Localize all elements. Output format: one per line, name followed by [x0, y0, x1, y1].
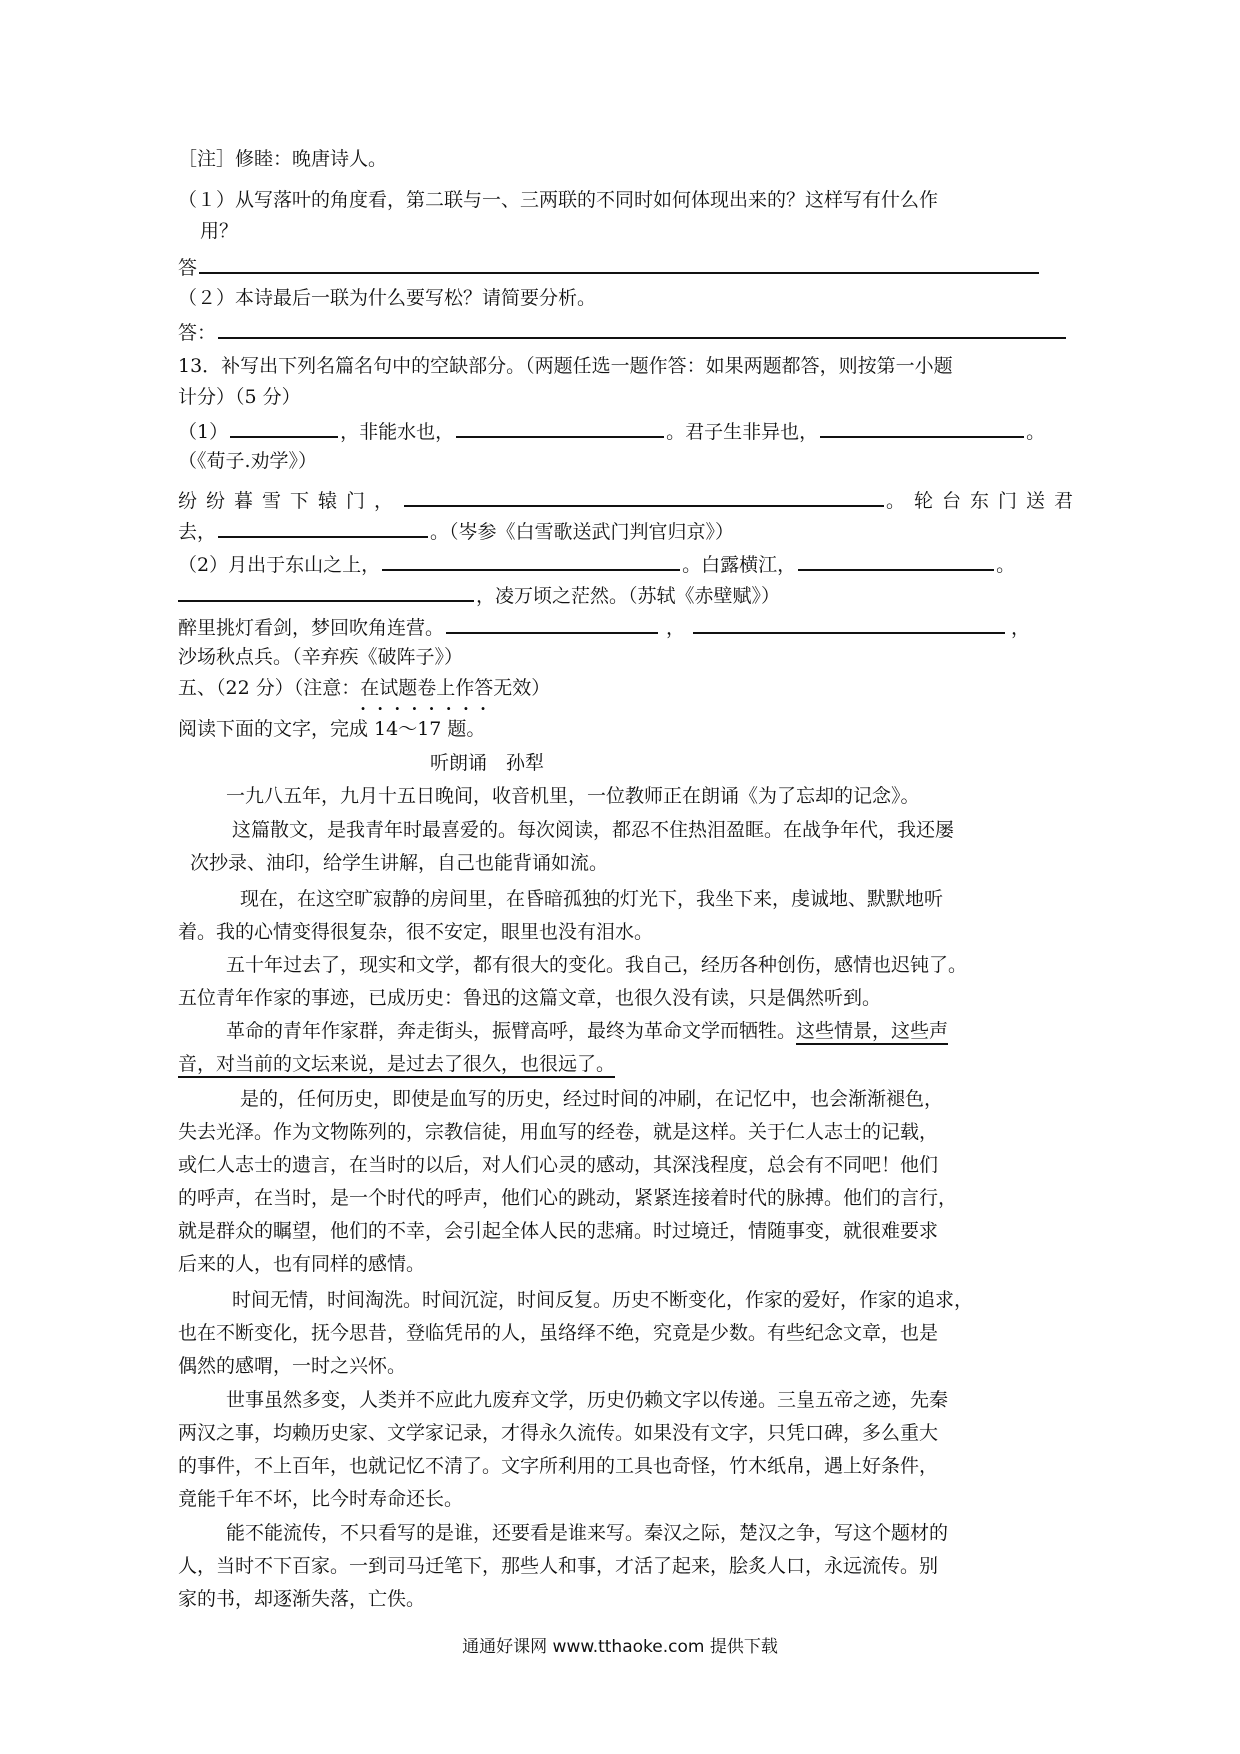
q13-1-text-2: 。君子生非异也， — [666, 421, 819, 443]
para-6-a: 是的，任何历史，即使是血写的历史，经过时间的冲刷，在记忆中，也会渐渐褪色， — [240, 1088, 944, 1110]
q13-2c-start: 醉里挑灯看剑，梦回吹角连营。 — [178, 617, 445, 639]
para-3-a: 现在，在这空旷寂静的房间里，在昏暗孤独的灯光下，我坐下来，虔诚地、默默地听 — [240, 888, 944, 910]
para-6-b: 失去光泽。作为文物陈列的，宗教信徒，用血写的经卷，就是这样。关于仁人志士的记载， — [178, 1121, 939, 1143]
q13-1-label: （1） — [178, 421, 229, 443]
q13-2c-comma: ， — [666, 617, 686, 639]
para-7-c: 偶然的感喟，一时之兴怀。 — [178, 1355, 407, 1377]
para-3-b: 着。我的心情变得很复杂，很不安定，眼里也没有泪水。 — [178, 921, 654, 943]
section-5-emphasis: 在试题卷上作答无效 · · · — [360, 677, 531, 699]
para-8-b: 两汉之事，均赖历史家、文学家记录，才得永久流传。如果没有文字，只凭口碑，多么重大 — [178, 1422, 939, 1444]
para-8-d: 竟能千年不坏，比今时寿命还长。 — [178, 1488, 464, 1510]
para-9-c: 家的书，却逐渐失落，亡佚。 — [178, 1588, 426, 1610]
para-8-c: 的事件，不上百年，也就记忆不清了。文字所利用的工具也奇怪，竹木纸帛，遇上好条件， — [178, 1455, 939, 1477]
fill-blank-4[interactable] — [404, 483, 884, 507]
q13-2b-line — [178, 578, 1068, 608]
q13-2-start: （2）月出于东山之上， — [178, 554, 381, 576]
fill-blank-10[interactable] — [693, 610, 1005, 634]
para-5-underlined-b: 音，对当前的文坛来说，是过去了很久，也很远了。 — [178, 1053, 615, 1078]
answer2-label: 答： — [178, 322, 217, 344]
para-5-text: 革命的青年作家群，奔走街头，振臂高呼，最终为革命文学而牺牲。 — [226, 1020, 797, 1042]
q13-2-mid: 。白露横江， — [682, 554, 797, 576]
section-5-heading — [178, 673, 1068, 703]
q13-1-source: （《荀子.劝学》） — [178, 450, 318, 472]
fill-blank-6[interactable] — [382, 547, 680, 571]
q13-2-line — [178, 547, 1068, 577]
q13-2d: 沙场秋点兵。（辛弃疾《破阵子》） — [178, 646, 464, 668]
q13-1b-mid: 。轮台东门送君 — [886, 490, 1083, 512]
q13-2-end: 。 — [996, 554, 1016, 576]
q13-1-end: 。 — [1026, 421, 1046, 443]
answer1-line — [178, 250, 1068, 280]
q13-2b-source: ，凌万顷之茫然。（苏轼《赤壁赋》） — [476, 585, 781, 607]
section-5-close: ） — [531, 677, 551, 699]
q13-1b-qu: 去， — [178, 521, 217, 543]
q13-2c-end: ， — [1011, 617, 1031, 639]
answer1-label: 答 — [178, 257, 198, 279]
para-4-a: 五十年过去了，现实和文学，都有很大的变化。我自己，经历各种创伤，感情也迟钝了。 — [226, 954, 968, 976]
reading-instruction: 阅读下面的文字，完成 14～17 题。 — [178, 718, 486, 740]
para-6-f: 后来的人，也有同样的感情。 — [178, 1253, 426, 1275]
para-1: 一九八五年，九月十五日晚间，收音机里，一位教师正在朗诵《为了忘却的记念》。 — [226, 785, 920, 807]
fill-blank-1[interactable] — [230, 414, 338, 438]
answer1-blank[interactable] — [199, 250, 1039, 274]
q13-1b-source: 。（岑参《白雪歌送武门判官归京》） — [430, 521, 735, 543]
para-2-a: 这篇散文，是我青年时最喜爱的。每次阅读，都忍不住热泪盈眶。在战争年代，我还屡 — [232, 819, 955, 841]
para-9-a: 能不能流传，不只看写的是谁，还要看是谁来写。秦汉之际，楚汉之争，写这个题材的 — [226, 1522, 949, 1544]
fill-blank-5[interactable] — [218, 514, 428, 538]
para-5-underlined-a: 这些情景，这些声 — [796, 1020, 948, 1045]
para-2-b: 次抄录、油印，给学生讲解，自己也能背诵如流。 — [190, 852, 609, 874]
para-8-a: 世事虽然多变，人类并不应此九废弃文学，历史仍赖文字以传递。三皇五帝之迹，先秦 — [226, 1389, 949, 1411]
answer2-blank[interactable] — [218, 315, 1066, 339]
para-7-b: 也在不断变化，抚今思昔，登临凭吊的人，虽络绎不绝，究竟是少数。有些纪念文章，也是 — [178, 1322, 939, 1344]
q13-1b-start: 纷纷暮雪下辕门， — [178, 490, 403, 512]
para-9-b: 人，当时不下百家。一到司马迁笔下，那些人和事，才活了起来，脍炙人口，永远流传。别 — [178, 1555, 939, 1577]
para-6-e: 就是群众的瞩望，他们的不幸，会引起全体人民的悲痛。时过境迁，情随事变，就很难要求 — [178, 1220, 939, 1242]
para-6-d: 的呼声，在当时，是一个时代的呼声，他们心的跳动，紧紧连接着时代的脉搏。他们的言行， — [178, 1187, 958, 1209]
q13-line-a: 13．补写出下列名篇名句中的空缺部分。（两题任选一题作答：如果两题都答，则按第一小题 — [178, 355, 953, 377]
para-4-b: 五位青年作家的事迹，已成历史：鲁迅的这篇文章，也很久没有读，只是偶然听到。 — [178, 987, 882, 1009]
q13-1-line — [178, 414, 1068, 444]
fill-blank-9[interactable] — [446, 610, 658, 634]
fill-blank-2[interactable] — [456, 414, 664, 438]
q13-2c-line — [178, 610, 1068, 640]
section-5-label: 五、（22 分）（注意： — [178, 677, 361, 699]
q13-1b-line — [178, 483, 1083, 513]
answer2-line — [178, 315, 1068, 345]
q12-note: ［注］修睦：晚唐诗人。 — [178, 148, 388, 170]
q13-1b-line-2 — [178, 514, 1068, 544]
q12-2: （２）本诗最后一联为什么要写松？请简要分析。 — [178, 287, 597, 309]
para-7-a: 时间无情，时间淘洗。时间沉淀，时间反复。历史不断变化，作家的爱好，作家的追求， — [232, 1289, 974, 1311]
fill-blank-7[interactable] — [798, 547, 994, 571]
q13-1-text-1: ，非能水也， — [340, 421, 455, 443]
para-5-a — [226, 1016, 1116, 1046]
para-5-b — [178, 1049, 1068, 1079]
q12-1-line-a: （１）从写落叶的角度看，第二联与一、三两联的不同时如何体现出来的？这样写有什么作 — [178, 189, 939, 211]
q12-1-line-b: 用？ — [200, 220, 239, 242]
fill-blank-8[interactable] — [178, 578, 474, 602]
para-6-c: 或仁人志士的遗言，在当时的以后，对人们心灵的感动，其深浅程度，总会有不同吧！他们 — [178, 1154, 939, 1176]
footer-credit: 通通好课网 www.tthaoke.com 提供下载 — [462, 1637, 778, 1657]
q13-line-b: 计分）（5 分） — [178, 386, 301, 408]
essay-title: 听朗诵 孙犁 — [430, 752, 545, 774]
fill-blank-3[interactable] — [820, 414, 1024, 438]
